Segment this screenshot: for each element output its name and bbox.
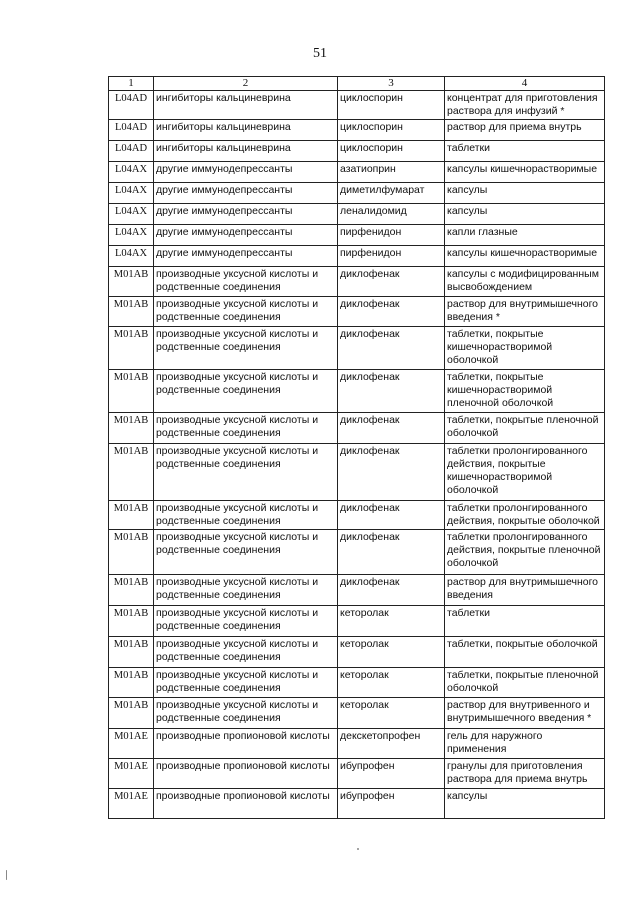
dosage-form-cell: таблетки, покрытые пленочной оболочкой: [445, 413, 605, 444]
group-cell: производные уксусной кислоты и родственные соединения: [154, 327, 338, 370]
group-cell: другие иммунодепрессанты: [154, 204, 338, 225]
code-cell: M01AE: [109, 759, 154, 789]
substance-cell: диклофенак: [338, 370, 445, 413]
table-row: [109, 297, 605, 327]
table-row: [109, 183, 605, 204]
group-cell: производные уксусной кислоты и родственные соединения: [154, 637, 338, 668]
substance-cell: леналидомид: [338, 204, 445, 225]
code-cell: M01AB: [109, 530, 154, 575]
table-row: [109, 789, 605, 819]
code-cell: M01AB: [109, 698, 154, 729]
substance-cell: циклоспорин: [338, 91, 445, 120]
group-cell: ингибиторы кальциневрина: [154, 141, 338, 162]
table-row: [109, 204, 605, 225]
dosage-form-cell: капсулы с модифицированным высвобождением: [445, 267, 605, 297]
page-number: 51: [313, 46, 327, 61]
code-cell: L04AX: [109, 204, 154, 225]
code-cell: M01AB: [109, 444, 154, 501]
group-cell: производные пропионовой кислоты: [154, 759, 338, 789]
group-cell: производные уксусной кислоты и родственные соединения: [154, 668, 338, 698]
dosage-form-cell: гель для наружного применения: [445, 729, 605, 759]
code-cell: M01AB: [109, 575, 154, 606]
group-cell: ингибиторы кальциневрина: [154, 120, 338, 141]
group-cell: производные уксусной кислоты и родственные соединения: [154, 530, 338, 575]
table-row: [109, 327, 605, 370]
group-cell: производные уксусной кислоты и родственные соединения: [154, 698, 338, 729]
column-header-4: 4: [445, 77, 605, 91]
dosage-form-cell: концентрат для приготовления раствора для инфузий *: [445, 91, 605, 120]
dosage-form-cell: таблетки, покрытые кишечнорастворимой оболочкой: [445, 327, 605, 370]
group-cell: другие иммунодепрессанты: [154, 225, 338, 246]
substance-cell: кеторолак: [338, 637, 445, 668]
dosage-form-cell: гранулы для приготовления раствора для приема внутрь: [445, 759, 605, 789]
group-cell: производные пропионовой кислоты: [154, 789, 338, 819]
code-cell: M01AB: [109, 297, 154, 327]
group-cell: производные уксусной кислоты и родственные соединения: [154, 606, 338, 637]
substance-cell: пирфенидон: [338, 246, 445, 267]
table-header-row: [109, 77, 605, 91]
substance-cell: декскетопрофен: [338, 729, 445, 759]
substance-cell: кеторолак: [338, 668, 445, 698]
table-row: [109, 225, 605, 246]
medication-table: [108, 76, 605, 819]
substance-cell: диклофенак: [338, 444, 445, 501]
substance-cell: ибупрофен: [338, 789, 445, 819]
code-cell: L04AX: [109, 162, 154, 183]
group-cell: другие иммунодепрессанты: [154, 162, 338, 183]
table-body: [109, 91, 605, 819]
substance-cell: диклофенак: [338, 501, 445, 530]
code-cell: M01AB: [109, 668, 154, 698]
group-cell: другие иммунодепрессанты: [154, 183, 338, 204]
substance-cell: диклофенак: [338, 530, 445, 575]
group-cell: производные пропионовой кислоты: [154, 729, 338, 759]
table-row: [109, 668, 605, 698]
column-header-3: 3: [338, 77, 445, 91]
dosage-form-cell: таблетки пролонгированного действия, покрытые пленочной оболочкой: [445, 530, 605, 575]
substance-cell: кеторолак: [338, 606, 445, 637]
table-row: [109, 444, 605, 501]
table-row: [109, 370, 605, 413]
table-row: [109, 729, 605, 759]
table-row: [109, 530, 605, 575]
code-cell: L04AX: [109, 225, 154, 246]
dosage-form-cell: таблетки, покрытые оболочкой: [445, 637, 605, 668]
group-cell: производные уксусной кислоты и родственные соединения: [154, 501, 338, 530]
column-header-1: 1: [109, 77, 154, 91]
substance-cell: диклофенак: [338, 267, 445, 297]
substance-cell: азатиоприн: [338, 162, 445, 183]
dosage-form-cell: капсулы: [445, 204, 605, 225]
code-cell: M01AB: [109, 327, 154, 370]
table-row: [109, 698, 605, 729]
dosage-form-cell: таблетки: [445, 606, 605, 637]
code-cell: M01AE: [109, 729, 154, 759]
dosage-form-cell: раствор для внутривенного и внутримышечного введения *: [445, 698, 605, 729]
code-cell: L04AD: [109, 91, 154, 120]
code-cell: L04AD: [109, 120, 154, 141]
code-cell: L04AX: [109, 183, 154, 204]
code-cell: L04AD: [109, 141, 154, 162]
group-cell: производные уксусной кислоты и родственные соединения: [154, 267, 338, 297]
substance-cell: ибупрофен: [338, 759, 445, 789]
substance-cell: пирфенидон: [338, 225, 445, 246]
scan-mark: [6, 870, 7, 880]
group-cell: производные уксусной кислоты и родственные соединения: [154, 370, 338, 413]
column-header-2: 2: [154, 77, 338, 91]
code-cell: M01AB: [109, 501, 154, 530]
group-cell: производные уксусной кислоты и родственные соединения: [154, 297, 338, 327]
dosage-form-cell: таблетки пролонгированного действия, покрытые оболочкой: [445, 501, 605, 530]
table-row: [109, 162, 605, 183]
code-cell: M01AB: [109, 267, 154, 297]
dosage-form-cell: таблетки пролонгированного действия, покрытые кишечнорастворимой оболочкой: [445, 444, 605, 501]
table-row: [109, 141, 605, 162]
dosage-form-cell: таблетки, покрытые кишечнорастворимой пленочной оболочкой: [445, 370, 605, 413]
table-row: [109, 246, 605, 267]
dosage-form-cell: раствор для внутримышечного введения: [445, 575, 605, 606]
substance-cell: циклоспорин: [338, 120, 445, 141]
substance-cell: диклофенак: [338, 575, 445, 606]
group-cell: ингибиторы кальциневрина: [154, 91, 338, 120]
substance-cell: диклофенак: [338, 297, 445, 327]
group-cell: производные уксусной кислоты и родственные соединения: [154, 413, 338, 444]
substance-cell: диметилфумарат: [338, 183, 445, 204]
table-row: [109, 91, 605, 120]
code-cell: M01AB: [109, 370, 154, 413]
substance-cell: кеторолак: [338, 698, 445, 729]
code-cell: M01AB: [109, 637, 154, 668]
code-cell: M01AE: [109, 789, 154, 819]
table-row: [109, 759, 605, 789]
table-row: [109, 413, 605, 444]
code-cell: M01AB: [109, 413, 154, 444]
dosage-form-cell: капсулы: [445, 183, 605, 204]
table-row: [109, 267, 605, 297]
substance-cell: диклофенак: [338, 413, 445, 444]
dosage-form-cell: капсулы: [445, 789, 605, 819]
dosage-form-cell: раствор для приема внутрь: [445, 120, 605, 141]
substance-cell: диклофенак: [338, 327, 445, 370]
table-row: [109, 120, 605, 141]
table-row: [109, 501, 605, 530]
substance-cell: циклоспорин: [338, 141, 445, 162]
table-row: [109, 575, 605, 606]
code-cell: M01AB: [109, 606, 154, 637]
dosage-form-cell: капсулы кишечнорастворимые: [445, 162, 605, 183]
group-cell: другие иммунодепрессанты: [154, 246, 338, 267]
code-cell: L04AX: [109, 246, 154, 267]
table-row: [109, 606, 605, 637]
dosage-form-cell: капли глазные: [445, 225, 605, 246]
scan-speck: [357, 848, 359, 850]
dosage-form-cell: капсулы кишечнорастворимые: [445, 246, 605, 267]
group-cell: производные уксусной кислоты и родственные соединения: [154, 444, 338, 501]
dosage-form-cell: раствор для внутримышечного введения *: [445, 297, 605, 327]
dosage-form-cell: таблетки: [445, 141, 605, 162]
dosage-form-cell: таблетки, покрытые пленочной оболочкой: [445, 668, 605, 698]
table-row: [109, 637, 605, 668]
group-cell: производные уксусной кислоты и родственные соединения: [154, 575, 338, 606]
